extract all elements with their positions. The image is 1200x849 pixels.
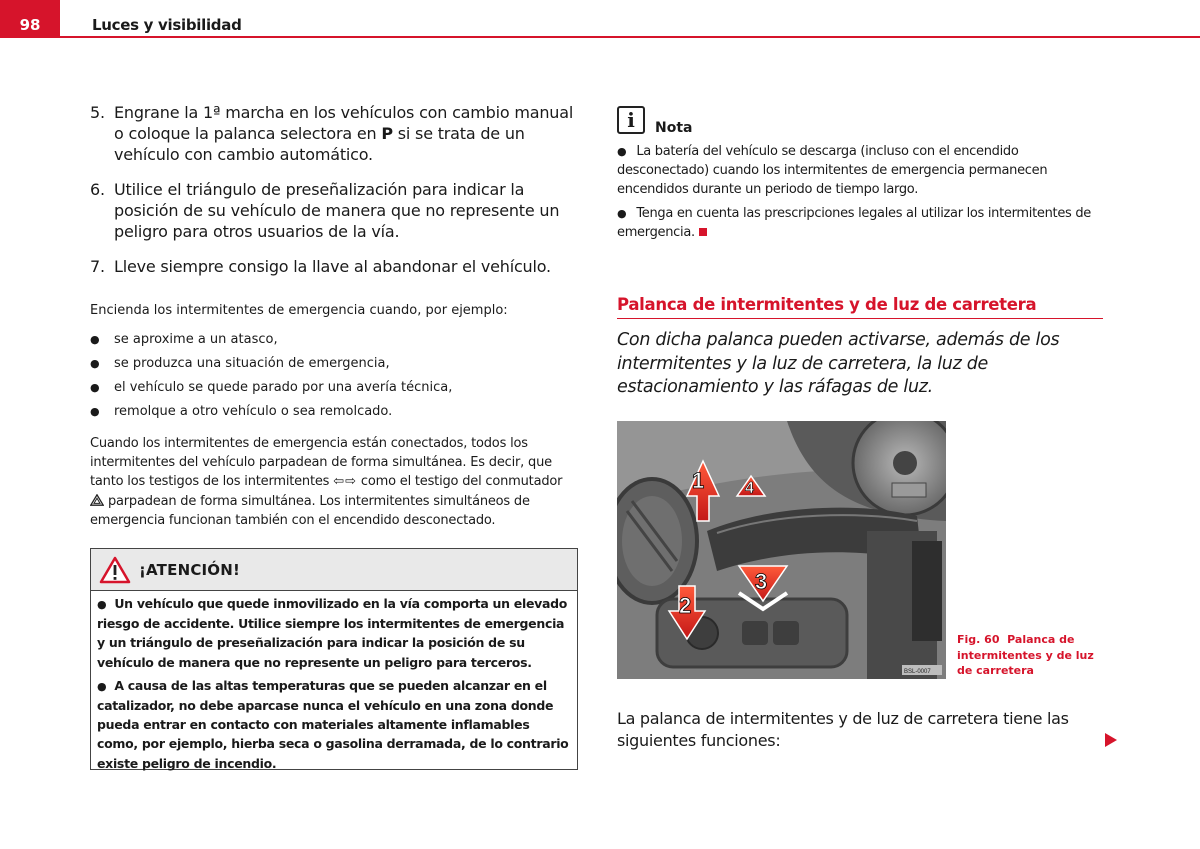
warning-header bbox=[91, 549, 577, 591]
step-text: Lleve siempre consigo la llave al abandonar el vehículo. bbox=[114, 257, 551, 276]
list-item bbox=[90, 404, 580, 420]
note-item bbox=[617, 142, 1105, 199]
warning-item-text: A causa de las altas temperaturas que se pueden alcanzar en el catalizador, no debe aparcase nunca el vehículo en una zona donde pueda entrar en contacto con materiales altamente inflamables como, por ejemplo, hierba seca o gasolina derramada, de lo contrario existe peligro de incendio. bbox=[97, 677, 569, 771]
figure-caption bbox=[957, 632, 1107, 679]
next-page-arrow-icon[interactable] bbox=[1105, 733, 1117, 747]
section-title: Palanca de intermitentes y de luz de carretera bbox=[617, 295, 1103, 319]
paragraph-text: como el testigo del conmutador bbox=[360, 474, 563, 490]
bullet-list bbox=[90, 332, 580, 428]
list-item bbox=[90, 332, 580, 348]
emergency-paragraph bbox=[90, 434, 578, 530]
note-header bbox=[617, 106, 692, 134]
warning-item-text: Un vehículo que quede inmovilizado en la vía comporta un elevado riesgo de accidente. Utilice siempre los intermitentes de emergencia y un triángulo de preseñalización para indicar la posición de su vehículo de manera que no represente un peligro para terceros. bbox=[97, 596, 568, 670]
list-item-text: el vehículo se quede parado por una avería técnica, bbox=[114, 380, 453, 395]
closing-text: La palanca de intermitentes y de luz de carretera tiene las siguientes funciones: bbox=[617, 709, 1069, 750]
step-item bbox=[90, 256, 580, 277]
list-item bbox=[90, 380, 580, 396]
note-item-text: La batería del vehículo se descarga (incluso con el encendido desconectado) cuando los intermitentes de emergencia permanecen encendidos durante un periodo de tiempo largo. bbox=[617, 144, 1048, 197]
turn-signal-arrows-icon: ⇦⇨ bbox=[333, 474, 357, 490]
note-item bbox=[617, 204, 1105, 242]
paragraph-text: Cuando los intermitentes de emergencia están conectados, todos los intermitentes del vehículo parpadean de forma simultánea. Es decir, que tanto los testigos de los intermitentes bbox=[90, 436, 552, 490]
warning-item bbox=[97, 676, 571, 773]
bullet-icon: ● bbox=[90, 381, 100, 394]
step-text: Utilice el triángulo de preseñalización para indicar la posición de su vehículo de manera que no represente un peligro para otros usuarios de la vía. bbox=[114, 180, 560, 241]
warning-body bbox=[91, 591, 577, 773]
bullet-icon: ● bbox=[617, 145, 627, 158]
intro-text: Encienda los intermitentes de emergencia cuando, por ejemplo: bbox=[90, 303, 508, 318]
paragraph-text: parpadean de forma simultánea. Los intermitentes simultáneos de emergencia funcionan también con el encendido desconectado. bbox=[90, 493, 530, 528]
bullet-icon: ● bbox=[90, 405, 100, 418]
bullet-icon: ● bbox=[97, 598, 107, 611]
step-number: 6. bbox=[90, 180, 105, 199]
stalk-illustration bbox=[617, 421, 946, 679]
bullet-icon: ● bbox=[90, 333, 100, 346]
step-list bbox=[90, 102, 580, 291]
bullet-icon: ● bbox=[97, 679, 107, 693]
figure-label-2: 2 bbox=[679, 593, 692, 618]
end-mark-icon bbox=[699, 228, 707, 236]
step-item bbox=[90, 102, 580, 165]
figure-label-1: 1 bbox=[692, 468, 705, 493]
figure-caption-text: Palanca de intermitentes y de luz de carretera bbox=[957, 633, 1094, 677]
hazard-switch-icon bbox=[90, 494, 104, 506]
figure-label-3: 3 bbox=[755, 569, 768, 594]
note-item-text: Tenga en cuenta las prescripciones legales al utilizar los intermitentes de emergencia. bbox=[617, 206, 1091, 240]
step-number: 5. bbox=[90, 103, 105, 122]
step-number: 7. bbox=[90, 257, 105, 276]
list-item bbox=[90, 356, 580, 372]
header-title: Luces y visibilidad bbox=[92, 16, 242, 34]
header-rule bbox=[0, 36, 1200, 38]
step-text: Engrane la 1ª marcha en los vehículos con cambio manual o coloque la palanca selectora en P si se trata de un vehículo con cambio automático. bbox=[114, 103, 574, 164]
step-item bbox=[90, 179, 580, 242]
warning-item bbox=[97, 594, 571, 672]
bullet-icon: ● bbox=[617, 207, 627, 220]
section-lead: Con dicha palanca pueden activarse, además de los intermitentes y la luz de carretera, la luz de estacionamiento y las ráfagas de luz. bbox=[617, 330, 1060, 397]
figure-label-4: 4 bbox=[745, 480, 754, 497]
list-item-text: se produzca una situación de emergencia, bbox=[114, 356, 390, 371]
stalk-figure bbox=[617, 421, 946, 679]
warning-title: ¡ATENCIÓN! bbox=[139, 560, 241, 579]
figure-caption-number: Fig. 60 bbox=[957, 633, 1000, 646]
figure-code: BSL-0007 bbox=[904, 669, 931, 675]
bullet-icon: ● bbox=[90, 357, 100, 370]
warning-triangle-icon bbox=[99, 556, 131, 584]
list-item-text: remolque a otro vehículo o sea remolcado. bbox=[114, 404, 393, 419]
note-body bbox=[617, 142, 1105, 247]
info-icon: i bbox=[617, 106, 645, 134]
page-number: 98 bbox=[0, 0, 60, 38]
warning-box bbox=[90, 548, 578, 770]
note-title: Nota bbox=[655, 120, 693, 136]
list-item-text: se aproxime a un atasco, bbox=[114, 332, 278, 347]
